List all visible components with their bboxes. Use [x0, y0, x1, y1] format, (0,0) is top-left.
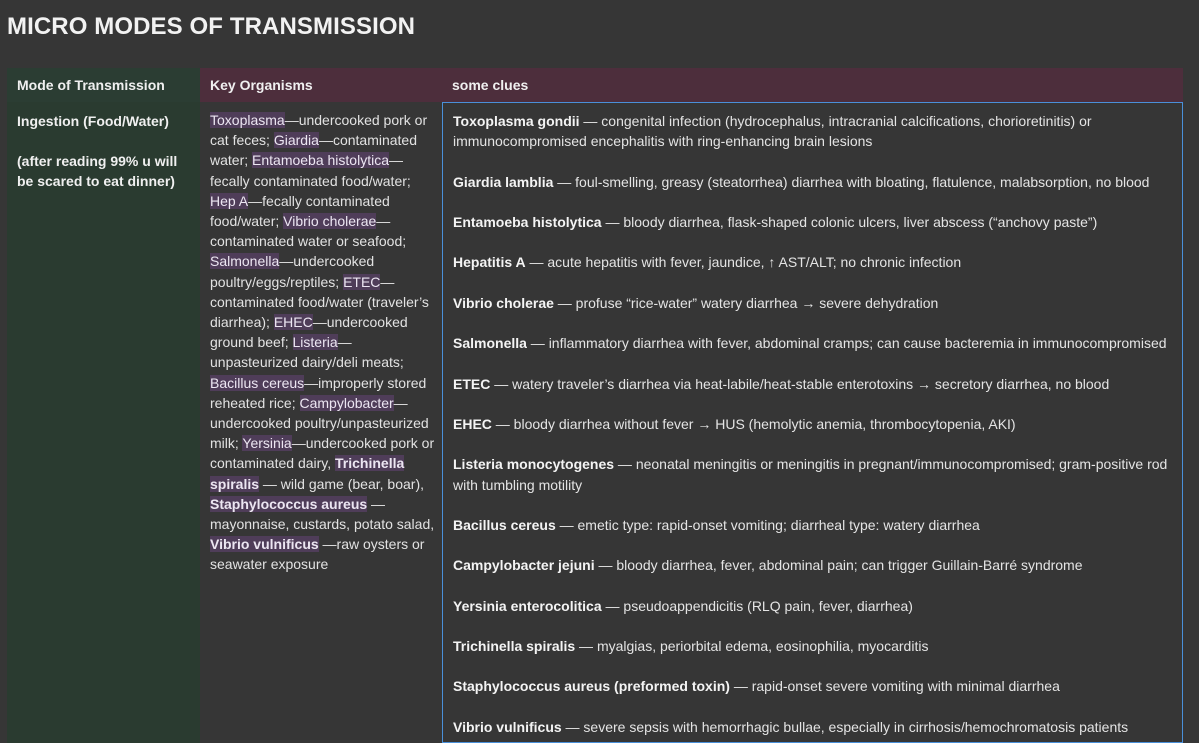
organism-highlight: Bacillus cereus: [210, 374, 305, 391]
organism-source: —raw oysters or seawater exposure: [210, 536, 425, 573]
clue-text: — pseudoappendicitis (RLQ pain, fever, diarrhea): [601, 597, 913, 614]
clue-organism: Listeria monocytogenes: [453, 456, 615, 473]
clue-text: — bloody diarrhea, fever, abdominal pain; can trigger Guillain-Barré syndrome: [594, 557, 1083, 574]
organism-source: — wild game (bear, boar),: [259, 475, 424, 492]
clue-item: [453, 374, 1174, 394]
clue-item: [453, 333, 1174, 353]
clue-item: [453, 636, 1174, 656]
mode-note: (after reading 99% u will be scared to eat dinner): [17, 153, 178, 190]
clue-text: — neonatal meningitis or meningitis in pregnant/immunocompromised; gram-positive rod with tumbling motility: [453, 456, 1168, 493]
clues-list: [443, 103, 1182, 737]
clue-organism: Bacillus cereus: [453, 516, 556, 533]
clue-text: — emetic type: rapid-onset vomiting; diarrheal type: watery diarrhea: [555, 516, 980, 533]
organisms-text: [200, 102, 442, 575]
clue-item: [453, 717, 1174, 737]
clue-organism: Campylobacter jejuni: [453, 557, 595, 574]
organism-highlight: Staphylococcus aureus: [210, 495, 368, 512]
clues-cell-selected[interactable]: [442, 102, 1183, 743]
organism-highlight: ETEC: [343, 273, 381, 290]
organism-source: —undercooked poultry/eggs/reptiles;: [210, 253, 375, 290]
clue-organism: Trichinella spiralis: [453, 638, 576, 655]
organism-highlight: Vibrio vulnificus: [210, 536, 319, 553]
organism-highlight: Giardia: [273, 132, 319, 149]
clue-text: — severe sepsis with hemorrhagic bullae, especially in cirrhosis/hemochromatosis patients: [561, 718, 1129, 735]
clue-item: [453, 676, 1174, 696]
organism-highlight: Trichinella spiralis: [210, 455, 405, 492]
clue-item: [453, 555, 1174, 575]
clue-item: [453, 596, 1174, 616]
clue-text: — rapid-onset severe vomiting with minimal diarrhea: [729, 678, 1060, 695]
clue-item: [453, 454, 1174, 494]
organism-source: —improperly stored reheated rice;: [210, 374, 427, 411]
mode-name: Ingestion (Food/Water): [17, 113, 169, 129]
header-mode-label: Mode of Transmission: [17, 77, 165, 93]
clue-item: [453, 111, 1174, 151]
organism-highlight: EHEC: [273, 314, 313, 331]
clue-item: [453, 515, 1174, 535]
clue-organism: Vibrio vulnificus: [453, 718, 562, 735]
clue-text: — watery traveler’s diarrhea via heat-labile/heat-stable enterotoxins → secretory diarrhea, no blood: [490, 375, 1110, 392]
organism-source: —fecally contaminated food/water;: [210, 152, 411, 189]
header-organisms-label: Key Organisms: [210, 77, 313, 93]
organism-source: —contaminated food/water (traveler’s diarrhea);: [210, 273, 429, 331]
clue-organism: Toxoplasma gondii: [453, 113, 580, 129]
transmission-table: [7, 68, 1183, 743]
clue-organism: Vibrio cholerae: [453, 294, 554, 311]
clue-text: — acute hepatitis with fever, jaundice, ↑ AST/ALT; no chronic infection: [525, 254, 962, 271]
organism-source: —contaminated water;: [210, 132, 418, 169]
organism-highlight: Campylobacter: [299, 394, 394, 411]
header-mode-cell[interactable]: [7, 68, 200, 102]
clue-organism: Hepatitis A: [453, 254, 526, 271]
clue-organism: Salmonella: [453, 335, 527, 352]
clue-text: — bloody diarrhea without fever → HUS (hemolytic anemia, thrombocytopenia, AKI): [491, 415, 1016, 432]
organism-highlight: Hep A: [210, 192, 249, 209]
page-title: MICRO MODES OF TRANSMISSION: [7, 13, 416, 40]
organism-source: —undercooked ground beef;: [210, 314, 408, 351]
header-organisms-cell[interactable]: [200, 68, 442, 102]
clue-text: — profuse “rice-water” watery diarrhea → severe dehydration: [553, 294, 939, 311]
clue-text: — myalgias, periorbital edema, eosinophilia, myocarditis: [575, 638, 929, 655]
mode-cell[interactable]: [7, 102, 200, 743]
organism-source: —fecally contaminated food/water;: [210, 192, 390, 230]
organism-highlight: Salmonella: [210, 253, 280, 270]
organism-source: —undercooked pork or contaminated dairy,: [210, 435, 435, 472]
organism-highlight: Listeria: [292, 334, 338, 351]
organism-source: —unpasteurized dairy/deli meats;: [210, 334, 404, 371]
clue-item: [453, 212, 1174, 232]
clue-text: — inflammatory diarrhea with fever, abdominal cramps; can cause bacteremia in immunocompromised: [526, 335, 1167, 352]
organism-source: —undercooked pork or cat feces;: [210, 112, 428, 149]
organism-highlight: Toxoplasma: [210, 112, 285, 128]
organism-source: — mayonnaise, custards, potato salad,: [210, 495, 435, 533]
organism-highlight: Vibrio cholerae: [283, 213, 377, 230]
clue-organism: EHEC: [453, 415, 492, 432]
organism-highlight: Entamoeba histolytica: [252, 152, 389, 169]
organisms-cell[interactable]: [200, 102, 442, 743]
clue-item: [453, 172, 1174, 192]
header-clues-cell[interactable]: [442, 68, 1183, 102]
organism-highlight: Yersinia: [242, 435, 292, 452]
clue-organism: Entamoeba histolytica: [453, 213, 602, 230]
clue-text: — bloody diarrhea, flask-shaped colonic ulcers, liver abscess (“anchovy paste”): [601, 213, 1098, 230]
clue-organism: Yersinia enterocolitica: [453, 597, 602, 614]
clue-item: [453, 252, 1174, 272]
organism-source: —contaminated water or seafood;: [210, 213, 407, 250]
header-clues-label: some clues: [452, 77, 529, 93]
clue-item: [453, 414, 1174, 434]
clue-item: [453, 293, 1174, 313]
clue-organism: ETEC: [453, 375, 491, 392]
clue-text: — foul-smelling, greasy (steatorrhea) diarrhea with bloating, flatulence, malabsorption, no blood: [553, 173, 1150, 190]
clue-organism: Staphylococcus aureus (preformed toxin): [453, 678, 730, 695]
organism-source: —undercooked poultry/unpasteurized milk;: [210, 394, 429, 452]
clue-organism: Giardia lamblia: [453, 173, 554, 190]
clue-text: — congenital infection (hydrocephalus, intracranial calcifications, chorioretinitis) or immunocompromised encephalitis with ring-enhancing brain lesions: [453, 113, 1092, 150]
